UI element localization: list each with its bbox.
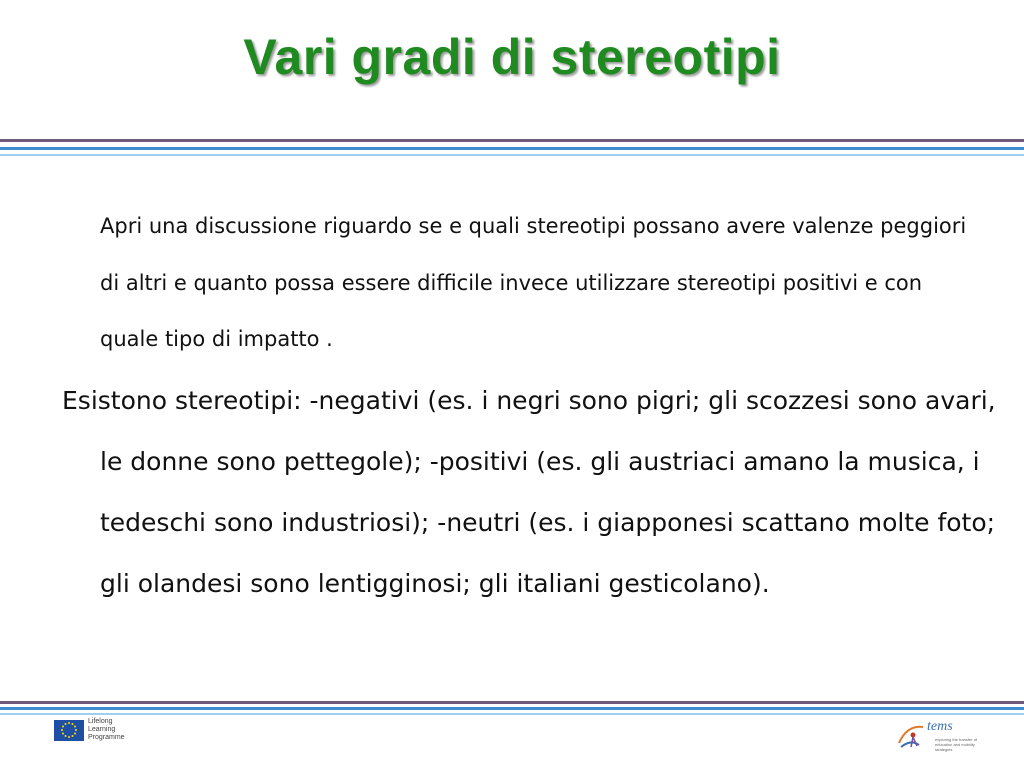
divider-bottom-purple [0,701,1024,704]
body-paragraph-stereotypes: Esistono stereotipi: -negativi (es. i negri sono pigri; gli scozzesi sono avari, le donne sono pettegole); -positivi (es. gli austriaci amano la musica, i tedeschi sono industriosi); -neutri (es. i giapponesi scattano molte foto; gli olandesi sono lentigginosi; gli italiani gesticolano). [62,386,996,598]
eu-flag-icon [54,720,84,741]
divider-bottom-blue [0,707,1024,710]
divider-top-purple [0,139,1024,142]
divider-top-lightblue [0,154,1024,156]
divider-top-blue [0,147,1024,150]
llp-line-3: Programme [88,734,125,741]
tems-logo-text: tems [927,719,953,734]
slide-title: Vari gradi di stereotipi [243,29,781,85]
tems-logo [893,717,979,753]
lifelong-learning-text [88,718,125,742]
llp-line-2: Learning [88,726,116,733]
tems-logo-subtitle: exploring the transfer of education and mobility strategies [935,737,978,752]
llp-line-1: Lifelong [88,718,113,725]
divider-bottom-lightblue [0,713,1024,715]
body-paragraph-discussion: Apri una discussione riguardo se e quali stereotipi possano avere valenze peggiori di altri e quanto possa essere difficile invece utilizzare stereotipi positivi e con quale tipo di impatto . [100,214,967,351]
lifelong-learning-logo [54,718,125,742]
